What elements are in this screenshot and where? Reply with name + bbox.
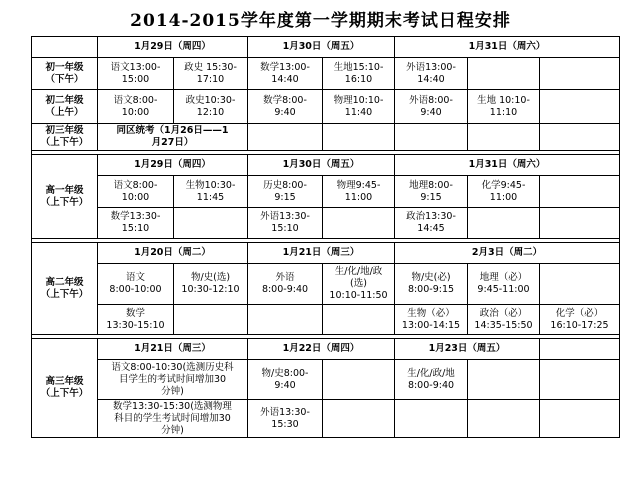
- date-header: 1月30日（周五）: [248, 37, 395, 58]
- grade-label: 初一年级 （下午）: [32, 58, 98, 90]
- table-row: [32, 90, 620, 124]
- empty-cell: [540, 360, 620, 400]
- exam-cell: 语文8:00- 10:00: [98, 176, 174, 208]
- exam-cell: 地理8:00- 9:15: [395, 176, 468, 208]
- empty-cell: [395, 400, 468, 438]
- empty-cell: [468, 400, 540, 438]
- exam-cell: 物/史8:00- 9:40: [248, 360, 323, 400]
- exam-cell: 生物10:30- 11:45: [174, 176, 248, 208]
- grade-label: 高二年级 （上下午）: [32, 243, 98, 335]
- table-row: [32, 305, 620, 335]
- empty-cell: [540, 90, 620, 124]
- exam-cell: 物理9:45- 11:00: [323, 176, 395, 208]
- exam-cell: 数学 13:30-15:10: [98, 305, 174, 335]
- empty-cell: [323, 305, 395, 335]
- exam-cell: 语文13:00- 15:00: [98, 58, 174, 90]
- exam-cell: 语文 8:00-10:00: [98, 264, 174, 305]
- exam-cell: 生地 10:10- 11:10: [468, 90, 540, 124]
- empty-cell: [540, 339, 620, 360]
- table-row: [32, 400, 620, 438]
- exam-cell: 化学9:45- 11:00: [468, 176, 540, 208]
- empty-cell: [468, 360, 540, 400]
- empty-cell: [468, 124, 540, 151]
- exam-cell: 生地15:10- 16:10: [323, 58, 395, 90]
- exam-cell: 外语13:30- 15:10: [248, 208, 323, 239]
- exam-cell: 生物（必） 13:00-14:15: [395, 305, 468, 335]
- exam-cell: 数学13:00- 14:40: [248, 58, 323, 90]
- empty-cell: [174, 305, 248, 335]
- page-title: 2014-2015学年度第一学期期末考试日程安排: [130, 11, 511, 31]
- empty-cell: [540, 58, 620, 90]
- grade-label: 高三年级 （上下午）: [32, 339, 98, 438]
- grade-label: 初二年级 （上午）: [32, 90, 98, 124]
- date-header: 1月22日（周四）: [248, 339, 395, 360]
- exam-cell: 生/化/政/地 8:00-9:40: [395, 360, 468, 400]
- empty-cell: [248, 124, 323, 151]
- table-row: [32, 155, 620, 176]
- exam-schedule-table: [31, 36, 620, 438]
- exam-cell: 历史8:00- 9:15: [248, 176, 323, 208]
- empty-cell: [248, 305, 323, 335]
- empty-cell: [540, 264, 620, 305]
- exam-cell: 语文8:00- 10:00: [98, 90, 174, 124]
- table-row: [32, 264, 620, 305]
- empty-cell: [323, 400, 395, 438]
- date-header: 1月29日（周四）: [98, 37, 248, 58]
- exam-cell: 物理10:10- 11:40: [323, 90, 395, 124]
- exam-cell: 政史 15:30- 17:10: [174, 58, 248, 90]
- exam-cell: 语文8:00-10:30(选测历史科 目学生的考试时间增加30 分钟): [98, 360, 248, 400]
- date-header: 1月30日（周五）: [248, 155, 395, 176]
- empty-cell: [540, 400, 620, 438]
- empty-cell: [540, 124, 620, 151]
- exam-cell: 政治13:30- 14:45: [395, 208, 468, 239]
- exam-cell: 地理（必） 9:45-11:00: [468, 264, 540, 305]
- empty-cell: [174, 208, 248, 239]
- date-header: 1月21日（周三）: [248, 243, 395, 264]
- exam-cell: 物/史(必) 8:00-9:15: [395, 264, 468, 305]
- date-header: 1月20日（周二）: [98, 243, 248, 264]
- empty-cell: [540, 176, 620, 208]
- table-row: [32, 360, 620, 400]
- empty-cell: [323, 360, 395, 400]
- table-row: [32, 176, 620, 208]
- date-header: 2月3日（周二）: [395, 243, 620, 264]
- table-row: [32, 124, 620, 151]
- date-header: 1月31日（周六）: [395, 155, 620, 176]
- corner-cell: [32, 37, 98, 58]
- table-row: [32, 58, 620, 90]
- empty-cell: [323, 124, 395, 151]
- exam-cell: 外语8:00- 9:40: [395, 90, 468, 124]
- empty-cell: [468, 208, 540, 239]
- exam-cell: 政治（必） 14:35-15:50: [468, 305, 540, 335]
- date-header: 1月23日（周五）: [395, 339, 540, 360]
- date-header: 1月31日（周六）: [395, 37, 620, 58]
- grade-label: 高一年级 （上下午）: [32, 155, 98, 239]
- exam-cell: 外语13:00- 14:40: [395, 58, 468, 90]
- exam-cell: 外语13:30- 15:30: [248, 400, 323, 438]
- table-row: [32, 339, 620, 360]
- exam-cell: 政史10:30- 12:10: [174, 90, 248, 124]
- table-row: [32, 243, 620, 264]
- table-row: [32, 37, 620, 58]
- empty-cell: [468, 58, 540, 90]
- grade-label: 初三年级 （上下午）: [32, 124, 98, 151]
- exam-cell: 数学13:30-15:30(选测物理 科目的学生考试时间增加30 分钟): [98, 400, 248, 438]
- empty-cell: [395, 124, 468, 151]
- exam-cell: 生/化/地/政 (选) 10:10-11:50: [323, 264, 395, 305]
- exam-cell: 物/史(选) 10:30-12:10: [174, 264, 248, 305]
- exam-cell: 数学8:00- 9:40: [248, 90, 323, 124]
- exam-cell: 化学（必） 16:10-17:25: [540, 305, 620, 335]
- date-header: 1月21日（周三）: [98, 339, 248, 360]
- date-header: 1月29日（周四）: [98, 155, 248, 176]
- empty-cell: [323, 208, 395, 239]
- exam-cell: 数学13:30- 15:10: [98, 208, 174, 239]
- empty-cell: [540, 208, 620, 239]
- table-row: [32, 208, 620, 239]
- exam-cell: 外语 8:00-9:40: [248, 264, 323, 305]
- exam-cell: 同区统考（1月26日——1 月27日）: [98, 124, 248, 151]
